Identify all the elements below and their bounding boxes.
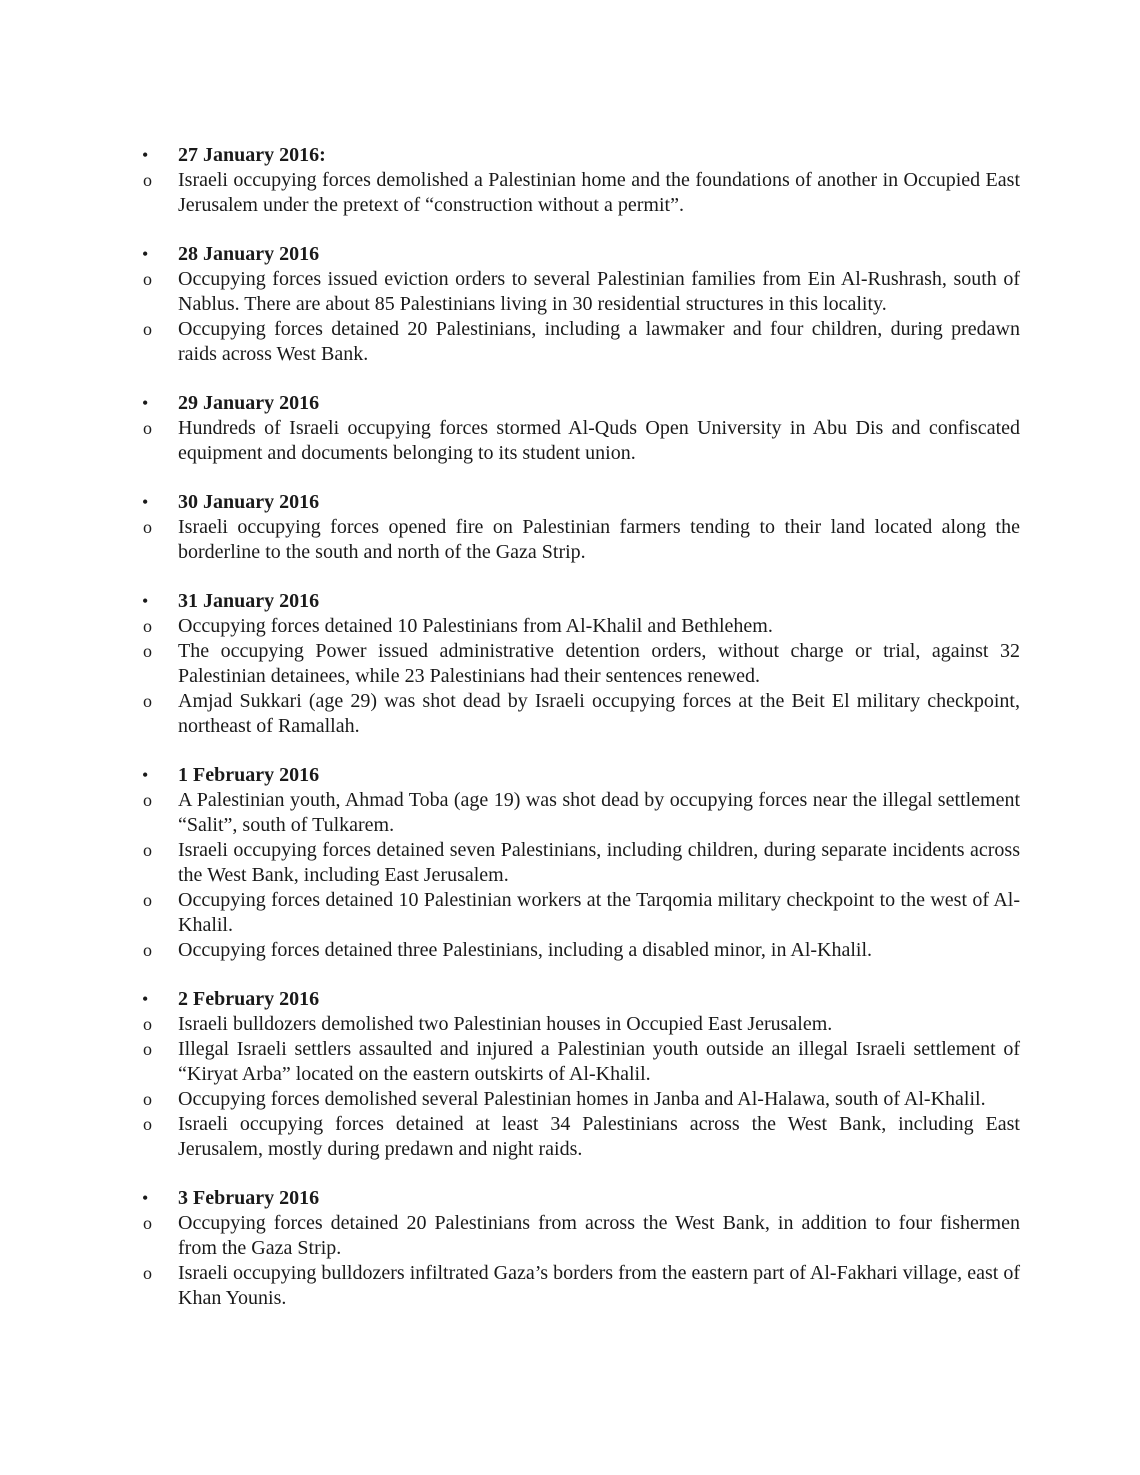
date-heading: [138, 490, 1020, 515]
bullet-icon: •: [142, 492, 149, 512]
event-text: Occupying forces issued eviction orders to several Palestinian families from Ein Al-Rushrash, south of Nablus. There are about 85 Palestinians living in 30 residential structures in this locality.: [178, 268, 1020, 315]
circle-bullet-icon: o: [143, 840, 152, 860]
bullet-icon: •: [142, 765, 149, 785]
date-text: 30 January 2016: [178, 491, 320, 513]
event-item: [138, 639, 1020, 689]
circle-bullet-icon: o: [143, 418, 152, 438]
event-item: [138, 614, 1020, 639]
event-text: Israeli occupying forces detained at least 34 Palestinians across the West Bank, including East Jerusalem, mostly during predawn and night raids.: [178, 1113, 1020, 1160]
circle-bullet-icon: o: [143, 616, 152, 636]
event-item: [138, 1012, 1020, 1037]
date-heading: [138, 987, 1020, 1012]
circle-bullet-icon: o: [143, 170, 152, 190]
date-section: [138, 490, 1020, 565]
circle-bullet-icon: o: [143, 1263, 152, 1283]
event-item: [138, 838, 1020, 888]
bullet-icon: •: [142, 244, 149, 264]
event-item: [138, 416, 1020, 466]
event-text: Israeli occupying forces detained seven Palestinians, including children, during separate incidents across the West Bank, including East Jerusalem.: [178, 839, 1020, 886]
event-item: [138, 689, 1020, 739]
event-text: Occupying forces demolished several Palestinian homes in Janba and Al-Halawa, south of Al-Khalil.: [178, 1088, 986, 1110]
date-section: [138, 1186, 1020, 1311]
circle-bullet-icon: o: [143, 319, 152, 339]
circle-bullet-icon: o: [143, 269, 152, 289]
date-section: [138, 242, 1020, 367]
bullet-icon: •: [142, 989, 149, 1009]
event-text: A Palestinian youth, Ahmad Toba (age 19) was shot dead by occupying forces near the illegal settlement “Salit”, south of Tulkarem.: [178, 789, 1020, 836]
circle-bullet-icon: o: [143, 1014, 152, 1034]
event-item: [138, 168, 1020, 218]
circle-bullet-icon: o: [143, 1089, 152, 1109]
circle-bullet-icon: o: [143, 790, 152, 810]
date-text: 28 January 2016: [178, 243, 320, 265]
event-item: [138, 1087, 1020, 1112]
event-text: Israeli occupying bulldozers infiltrated Gaza’s borders from the eastern part of Al-Fakhari village, east of Khan Younis.: [178, 1262, 1020, 1309]
circle-bullet-icon: o: [143, 641, 152, 661]
circle-bullet-icon: o: [143, 1213, 152, 1233]
date-heading: [138, 143, 1020, 168]
event-timeline: [138, 143, 1020, 1311]
bullet-icon: •: [142, 145, 149, 165]
circle-bullet-icon: o: [143, 1114, 152, 1134]
date-text: 29 January 2016: [178, 392, 320, 414]
event-text: Amjad Sukkari (age 29) was shot dead by Israeli occupying forces at the Beit El military checkpoint, northeast of Ramallah.: [178, 690, 1020, 737]
event-item: [138, 788, 1020, 838]
event-text: The occupying Power issued administrative detention orders, without charge or trial, against 32 Palestinian detainees, while 23 Palestinians had their sentences renewed.: [178, 640, 1020, 687]
event-item: [138, 1211, 1020, 1261]
event-text: Occupying forces detained 10 Palestinians from Al-Khalil and Bethlehem.: [178, 615, 773, 637]
date-section: [138, 987, 1020, 1162]
event-item: [138, 317, 1020, 367]
event-item: [138, 938, 1020, 963]
date-text: 2 February 2016: [178, 988, 320, 1010]
event-item: [138, 267, 1020, 317]
date-heading: [138, 242, 1020, 267]
event-item: [138, 1112, 1020, 1162]
event-item: [138, 888, 1020, 938]
bullet-icon: •: [142, 1188, 149, 1208]
date-section: [138, 763, 1020, 963]
circle-bullet-icon: o: [143, 940, 152, 960]
event-item: [138, 1261, 1020, 1311]
event-item: [138, 515, 1020, 565]
event-text: Occupying forces detained 10 Palestinian workers at the Tarqomia military checkpoint to the west of Al-Khalil.: [178, 889, 1020, 936]
date-text: 1 February 2016: [178, 764, 320, 786]
circle-bullet-icon: o: [143, 890, 152, 910]
bullet-icon: •: [142, 393, 149, 413]
date-text: 31 January 2016: [178, 590, 320, 612]
event-item: [138, 1037, 1020, 1087]
date-text: 3 February 2016: [178, 1187, 320, 1209]
event-text: Israeli occupying forces demolished a Palestinian home and the foundations of another in Occupied East Jerusalem under the pretext of “construction without a permit”.: [178, 169, 1020, 216]
circle-bullet-icon: o: [143, 1039, 152, 1059]
date-heading: [138, 391, 1020, 416]
bullet-icon: •: [142, 591, 149, 611]
date-section: [138, 589, 1020, 739]
date-text: 27 January 2016:: [178, 144, 326, 166]
date-heading: [138, 1186, 1020, 1211]
event-text: Occupying forces detained three Palestinians, including a disabled minor, in Al-Khalil.: [178, 939, 873, 961]
event-text: Hundreds of Israeli occupying forces stormed Al-Quds Open University in Abu Dis and confiscated equipment and documents belonging to its student union.: [178, 417, 1020, 464]
date-heading: [138, 589, 1020, 614]
date-section: [138, 143, 1020, 218]
event-text: Occupying forces detained 20 Palestinians, including a lawmaker and four children, during predawn raids across West Bank.: [178, 318, 1020, 365]
date-section: [138, 391, 1020, 466]
event-text: Illegal Israeli settlers assaulted and injured a Palestinian youth outside an illegal Israeli settlement of “Kiryat Arba” located on the eastern outskirts of Al-Khalil.: [178, 1038, 1020, 1085]
event-text: Israeli occupying forces opened fire on Palestinian farmers tending to their land located along the borderline to the south and north of the Gaza Strip.: [178, 516, 1020, 563]
circle-bullet-icon: o: [143, 517, 152, 537]
event-text: Israeli bulldozers demolished two Palestinian houses in Occupied East Jerusalem.: [178, 1013, 833, 1035]
circle-bullet-icon: o: [143, 691, 152, 711]
date-heading: [138, 763, 1020, 788]
event-text: Occupying forces detained 20 Palestinians from across the West Bank, in addition to four fishermen from the Gaza Strip.: [178, 1212, 1020, 1259]
